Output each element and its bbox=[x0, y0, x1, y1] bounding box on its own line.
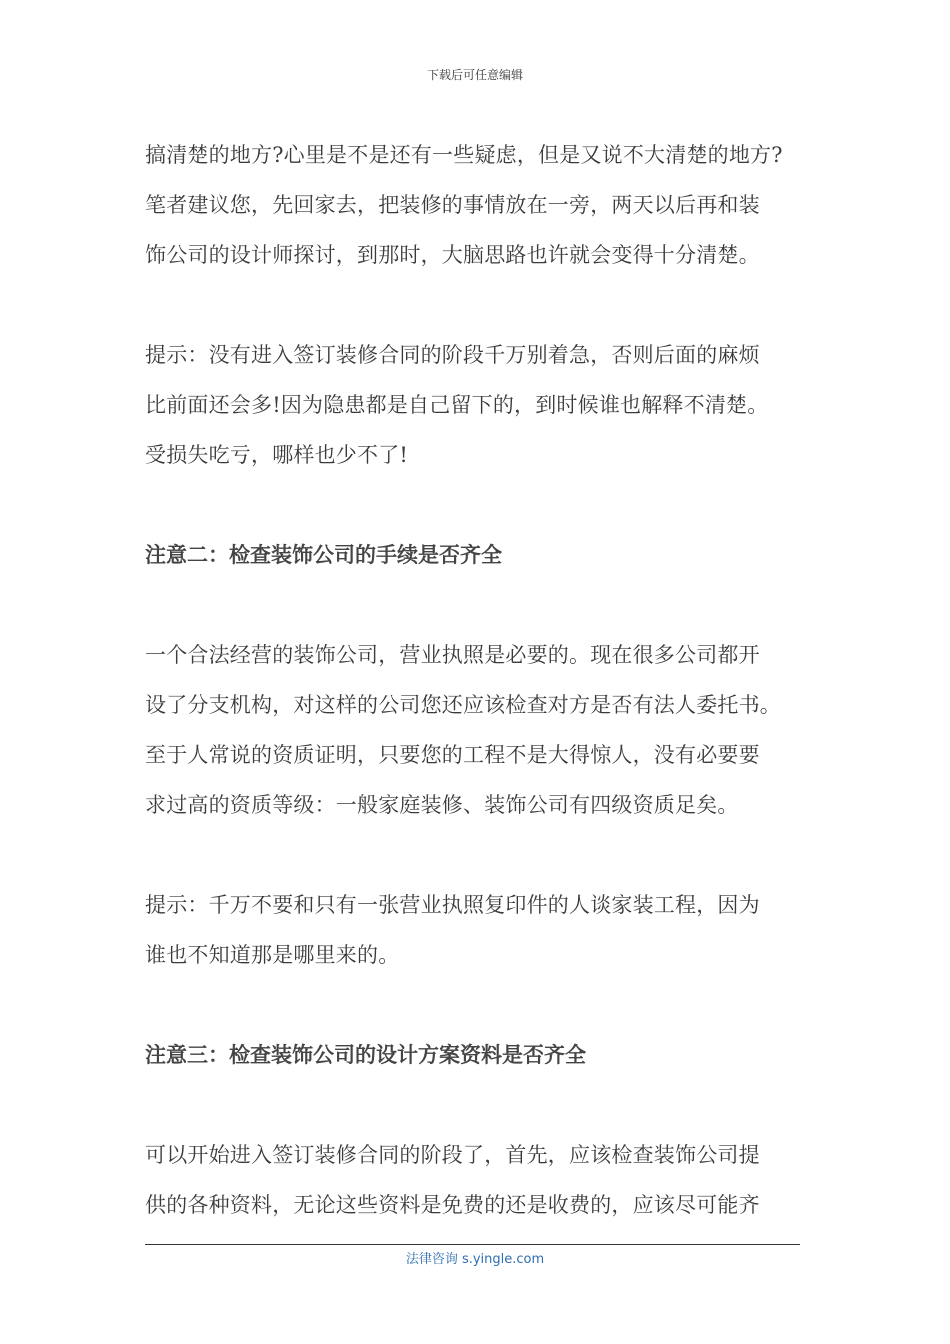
paragraph-tip-1 bbox=[145, 330, 817, 480]
paragraph-1 bbox=[145, 130, 817, 280]
text-line: 受损失吃亏，哪样也少不了! bbox=[145, 443, 409, 467]
text-line: 饰公司的设计师探讨，到那时，大脑思路也许就会变得十分清楚。 bbox=[145, 243, 760, 267]
text-line: 供的各种资料，无论这些资料是免费的还是收费的，应该尽可能齐 bbox=[145, 1193, 760, 1217]
text-line: 提示：千万不要和只有一张营业执照复印件的人谈家装工程，因为 bbox=[145, 893, 760, 917]
text-line: 谁也不知道那是哪里来的。 bbox=[145, 943, 400, 967]
text-line: 搞清楚的地方?心里是不是还有一些疑虑，但是又说不大清楚的地方? bbox=[145, 143, 783, 167]
text-line: 比前面还会多!因为隐患都是自己留下的，到时候谁也解释不清楚。 bbox=[145, 393, 769, 417]
text-line: 至于人常说的资质证明，只要您的工程不是大得惊人，没有必要要 bbox=[145, 743, 760, 767]
text-line: 可以开始进入签订装修合同的阶段了，首先，应该检查装饰公司提 bbox=[145, 1143, 760, 1167]
page-header: 下载后可任意编辑 bbox=[426, 68, 523, 82]
text-line: 求过高的资质等级：一般家庭装修、装饰公司有四级资质足矣。 bbox=[145, 793, 739, 817]
document-body bbox=[145, 130, 817, 1230]
section-heading-3: 注意三：检查装饰公司的设计方案资料是否齐全 bbox=[145, 1043, 586, 1067]
section-heading-2: 注意二：检查装饰公司的手续是否齐全 bbox=[145, 543, 502, 567]
paragraph-tip-2 bbox=[145, 880, 817, 980]
text-line: 提示：没有进入签订装修合同的阶段千万别着急，否则后面的麻烦 bbox=[145, 343, 760, 367]
paragraph-5 bbox=[145, 1130, 817, 1230]
text-line: 设了分支机构，对这样的公司您还应该检查对方是否有法人委托书。 bbox=[145, 693, 781, 717]
footer-divider bbox=[145, 1244, 800, 1245]
paragraph-3 bbox=[145, 630, 817, 830]
text-line: 笔者建议您，先回家去，把装修的事情放在一旁，两天以后再和装 bbox=[145, 193, 760, 217]
text-line: 一个合法经营的装饰公司，营业执照是必要的。现在很多公司都开 bbox=[145, 643, 760, 667]
footer-link[interactable]: 法律咨询 s.yingle.com bbox=[405, 1252, 545, 1267]
